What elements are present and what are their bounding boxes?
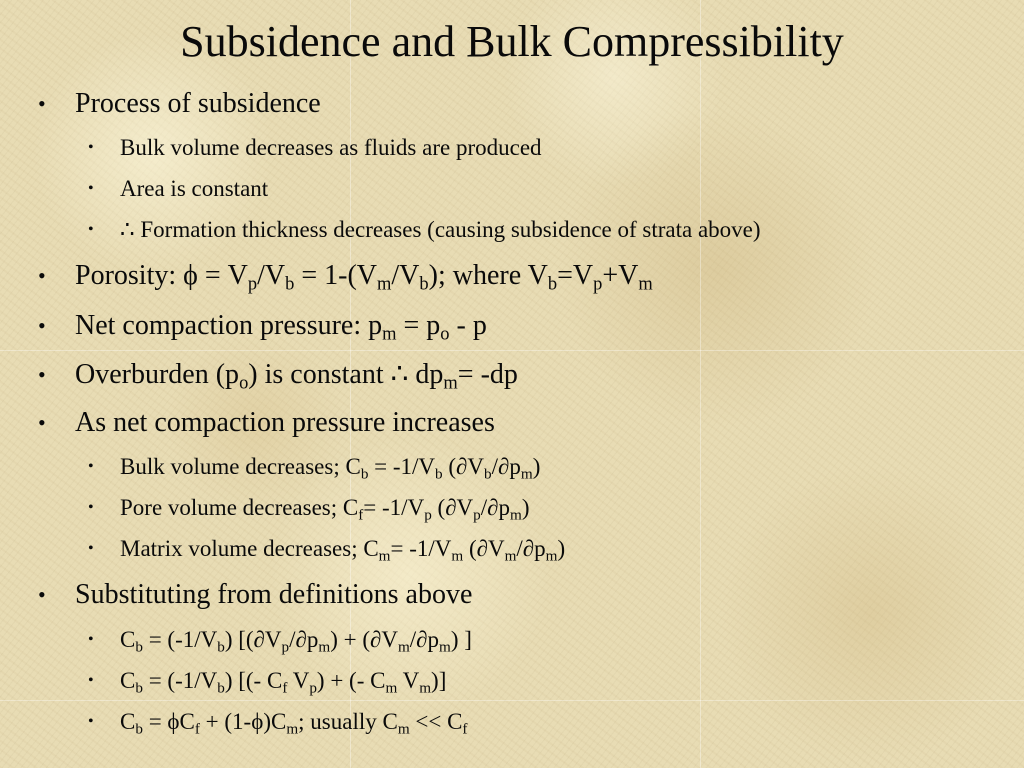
bullet-icon: • <box>88 180 94 197</box>
bullet-icon: • <box>38 362 46 387</box>
bullet-item-overburden <box>38 357 518 393</box>
bullet-icon: • <box>88 631 94 648</box>
bullet-item-process-of-subsidence <box>38 86 321 122</box>
bullet-icon: • <box>88 458 94 475</box>
bullet-text: Matrix volume decreases; $C_m= -1/V_m$ $(\partial V_m/\partial p_m)$ <box>120 536 566 565</box>
bullet-text: Net compaction pressure: $p_m = p_o - p$ <box>75 310 487 344</box>
bullet-icon: • <box>38 263 46 288</box>
bullet-text: Pore volume decreases; $C_f= -1/V_p$ $(\partial V_p/\partial p_m)$ <box>120 495 530 524</box>
bullet-text: Bulk volume decreases; $C_b = -1/V_b$ $(\partial V_b/\partial p_m)$ <box>120 454 541 483</box>
bullet-icon: • <box>38 582 46 607</box>
bullet-item-bulk-compressibility <box>88 452 540 482</box>
bullet-text: $C_b = (-1/V_b)$ [(- $C_f$ $V_p$) + (- $C_m$ $V_m$)] <box>120 668 447 697</box>
bullet-icon: • <box>88 499 94 516</box>
slide-title: Subsidence and Bulk Compressibility <box>180 17 844 66</box>
bullet-item-porosity <box>38 258 653 294</box>
tile-seam <box>0 700 1024 701</box>
bullet-text: Porosity: $\phi = V_p/V_b = 1-(V_m/V_b)$; where $V_b=V_p+V_m$ <box>75 260 653 294</box>
bullet-item-cb-equation-3 <box>88 707 467 737</box>
bullet-item-bulk-volume-decreases <box>88 133 542 163</box>
bullet-text: Area is constant <box>120 176 269 201</box>
bullet-icon: • <box>88 221 94 238</box>
bullet-item-thickness-decreases <box>88 215 761 245</box>
bullet-item-area-constant <box>88 174 268 204</box>
bullet-text: Bulk volume decreases as fluids are produced <box>120 135 542 160</box>
bullet-item-matrix-compressibility <box>88 534 565 564</box>
bullet-icon: • <box>38 410 46 435</box>
bullet-text: As net compaction pressure increases <box>75 407 495 438</box>
bullet-text: Process of subsidence <box>75 88 321 119</box>
bullet-item-cb-equation-1 <box>88 625 472 655</box>
bullet-item-net-compaction-pressure <box>38 308 487 344</box>
bullet-text: Overburden $(p_o)$ is constant ∴ $dp_m= -dp$ <box>75 359 518 393</box>
bullet-item-pore-compressibility <box>88 493 530 523</box>
bullet-icon: • <box>88 672 94 689</box>
bullet-item-pressure-increases <box>38 405 495 441</box>
bullet-text: $C_b = (-1/V_b) [(\partial V_p/\partial p_m) + (\partial V_m/\partial p_m)$ ] <box>120 627 472 656</box>
tile-seam <box>0 350 1024 351</box>
bullet-text: $C_b = \phi C_f + (1-\phi)C_m$; usually $C_m << C_f$ <box>120 709 468 738</box>
bullet-item-cb-equation-2 <box>88 666 446 696</box>
bullet-text: Substituting from definitions above <box>75 579 473 610</box>
bullet-item-substituting <box>38 577 472 613</box>
bullet-text: ∴ Formation thickness decreases (causing subsidence of strata above) <box>120 217 761 242</box>
bullet-icon: • <box>88 713 94 730</box>
bullet-icon: • <box>88 540 94 557</box>
bullet-icon: • <box>88 139 94 156</box>
bullet-icon: • <box>38 91 46 116</box>
tile-seam <box>700 0 701 768</box>
bullet-icon: • <box>38 313 46 338</box>
